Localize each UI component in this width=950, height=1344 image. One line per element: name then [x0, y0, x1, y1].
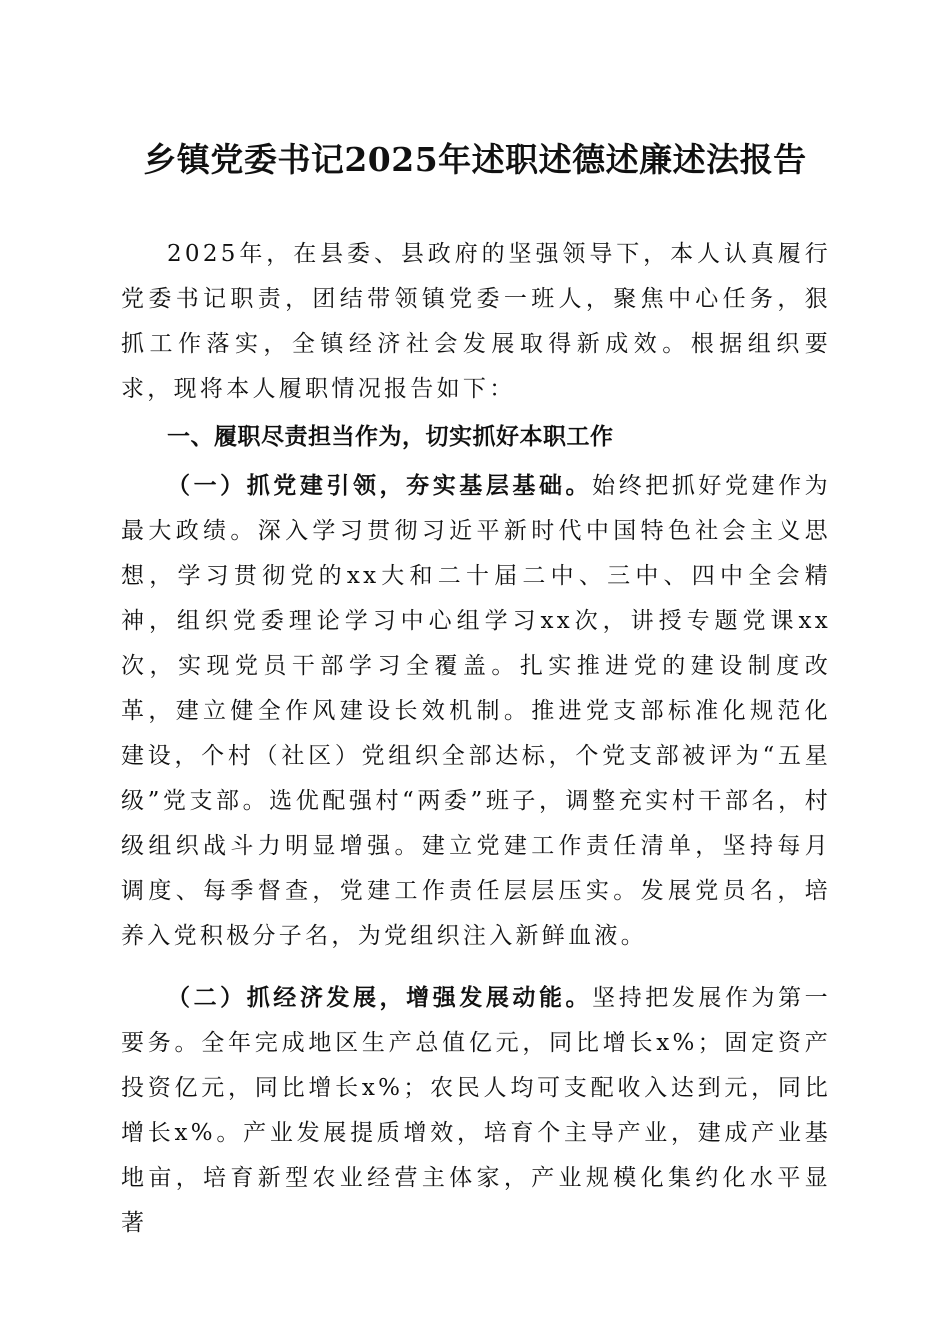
subsection-lead-2: （二）抓经济发展，增强发展动能。	[167, 984, 593, 1011]
document-title: 乡镇党委书记2025年述职述德述廉述法报告	[143, 140, 807, 179]
intro-paragraph: 2025年，在县委、县政府的坚强领导下，本人认真履行党委书记职责，团结带领镇党委一班人，聚焦中心任务，狠抓工作落实，全镇经济社会发展取得新成效。根据组织要求，现将本人履职情况报告如下：	[121, 241, 831, 402]
document-body	[121, 232, 831, 1246]
subsection-paragraph-1	[121, 463, 831, 959]
subsection-text-1: 始终把抓好党建作为最大政绩。深入学习贯彻习近平新时代中国特色社会主义思想，学习贯彻党的xx大和二十届二中、三中、四中全会精神，组织党委理论学习中心组学习xx次，讲授专题党课xx次，实现党员干部学习全覆盖。扎实推进党的建设制度改革，建立健全作风建设长效机制。推进党支部标准化规范化建设，个村（社区）党组织全部达标，个党支部被评为“五星级”党支部。选优配强村“两委”班子，调整充实村干部名，村级组织战斗力明显增强。建立党建工作责任清单，坚持每月调度、每季督查，党建工作责任层层压实。发展党员名，培养入党积极分子名，为党组织注入新鲜血液。	[121, 473, 831, 949]
subsection-paragraph-2	[121, 975, 831, 1246]
subsection-text-2: 坚持把发展作为第一要务。全年完成地区生产总值亿元，同比增长x%；固定资产投资亿元，同比增长x%；农民人均可支配收入达到元，同比增长x%。产业发展提质增效，培育个主导产业，建成产业基地亩，培育新型农业经营主体家，产业规模化集约化水平显著	[121, 985, 831, 1236]
subsection-lead-1: （一）抓党建引领，夯实基层基础。	[167, 472, 593, 499]
section-heading: 一、履职尽责担当作为，切实抓好本职工作	[167, 424, 614, 450]
